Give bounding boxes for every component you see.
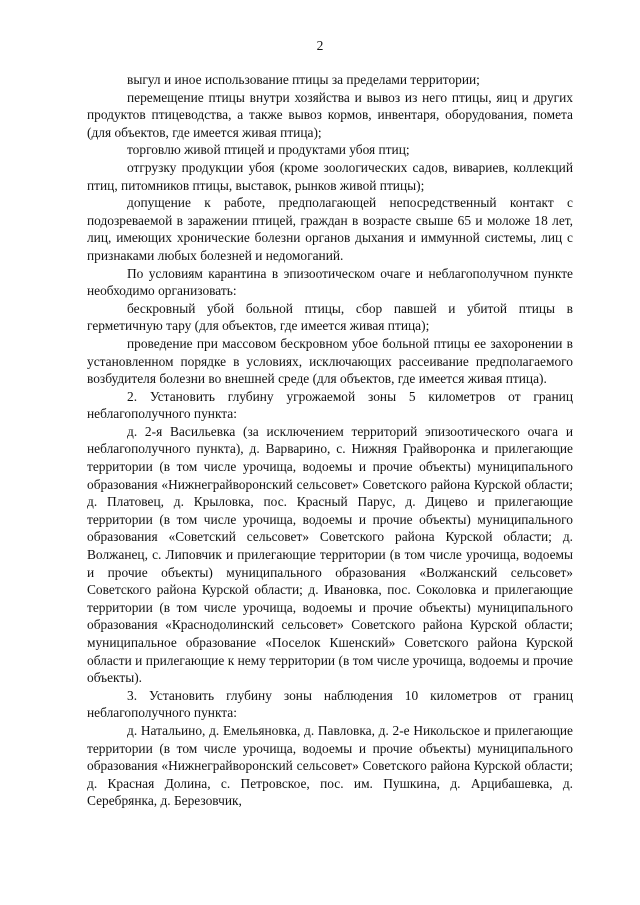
paragraph-work-admission: допущение к работе, предполагающей непосредственный контакт с подозреваемой в заражении птицей, граждан в возрасте свыше 65 и моложе 18 лет, лиц, имеющих хронические болезни органов дыхания и иммунной системы, лиц с признаками любых болезней и недомоганий. — [87, 195, 573, 263]
paragraph-threat-zone-heading: 2. Установить глубину угрожаемой зоны 5 километров от границ неблагополучного пункта: — [87, 388, 573, 422]
paragraph-trade-ban: торговлю живой птицей и продуктами убоя птиц; — [127, 142, 410, 158]
paragraph-outdoor-ban: выгул и иное использование птицы за пределами территории; — [127, 72, 480, 87]
paragraph-movement-ban: перемещение птицы внутри хозяйства и вывоз из него птицы, яиц и других продуктов птицеводства, а также вывоз кормов, инвентаря, оборудования, помета (для объектов, где имеется живая птица); — [87, 89, 573, 140]
paragraph-observation-zone-heading: 3. Установить глубину зоны наблюдения 10 километров от границ неблагополучного пункта: — [87, 687, 573, 721]
paragraph-mass-slaughter-burial: проведение при массовом бескровном убое больной птицы ее захоронении в установленном порядке в условиях, исключающих рассеивание предполагаемого возбудителя болезни во внешней среде (для объектов, где имеется живая птица). — [87, 335, 573, 387]
paragraph-bloodless-slaughter: бескровный убой больной птицы, сбор павшей и убитой птицы в герметичную тару (для объектов, где имеется живая птица); — [87, 300, 573, 334]
paragraph-threat-zone-list: д. 2-я Васильевка (за исключением территорий эпизоотического очага и неблагополучного пункта), д. Варварино, с. Нижняя Грайворонка и прилегающие территории (в том числе урочища, водоемы и прочие объекты) муниципального образования «Нижнеграйворонский сельсовет» Советского района Курской области; д. Платовец, д. Крыловка, пос. Красный Парус, д. Дицево и прилегающие территории (в том числе урочища, водоемы и прочие объекты) муниципального образования «Советский сельсовет» Советского района Курской области; д. Волжанец, с. Липовчик и прилегающие территории (в том числе урочища, водоемы и прочие объекты) муниципального образования «Волжанский сельсовет» Советского района Курской области; д. Ивановка, пос. Соколовка и прилегающие территории (в том числе урочища, водоемы и прочие объекты) муниципального образования «Краснодолинский сельсовет» Советского района Курской области; муниципальное образование «Поселок Кшенский» Советского района Курской области и прилегающие к нему территории (в том числе урочища, водоемы и прочие объекты). — [87, 423, 573, 686]
paragraph-shipment-ban: отгрузку продукции убоя (кроме зоологических садов, вивариев, коллекций птиц, питомников птицы, выставок, рынков живой птицы); — [87, 159, 573, 193]
page-number: 2 — [316, 38, 324, 53]
paragraph-quarantine-conditions: По условиям карантина в эпизоотическом очаге и неблагополучном пункте необходимо организовать: — [87, 265, 573, 299]
document-body — [87, 71, 573, 810]
paragraph-observation-zone-list: д. Натальино, д. Емельяновка, д. Павловка, д. 2-е Никольское и прилегающие территории (в том числе урочища, водоемы и прочие объекты) муниципального образования «Нижнеграйворонский сельсовет» Советского района Курской области; д. Красная Долина, с. Петровское, пос. им. Пушкина, д. Арцибашевка, д. Серебрянка, д. Березовчик, — [87, 722, 573, 809]
